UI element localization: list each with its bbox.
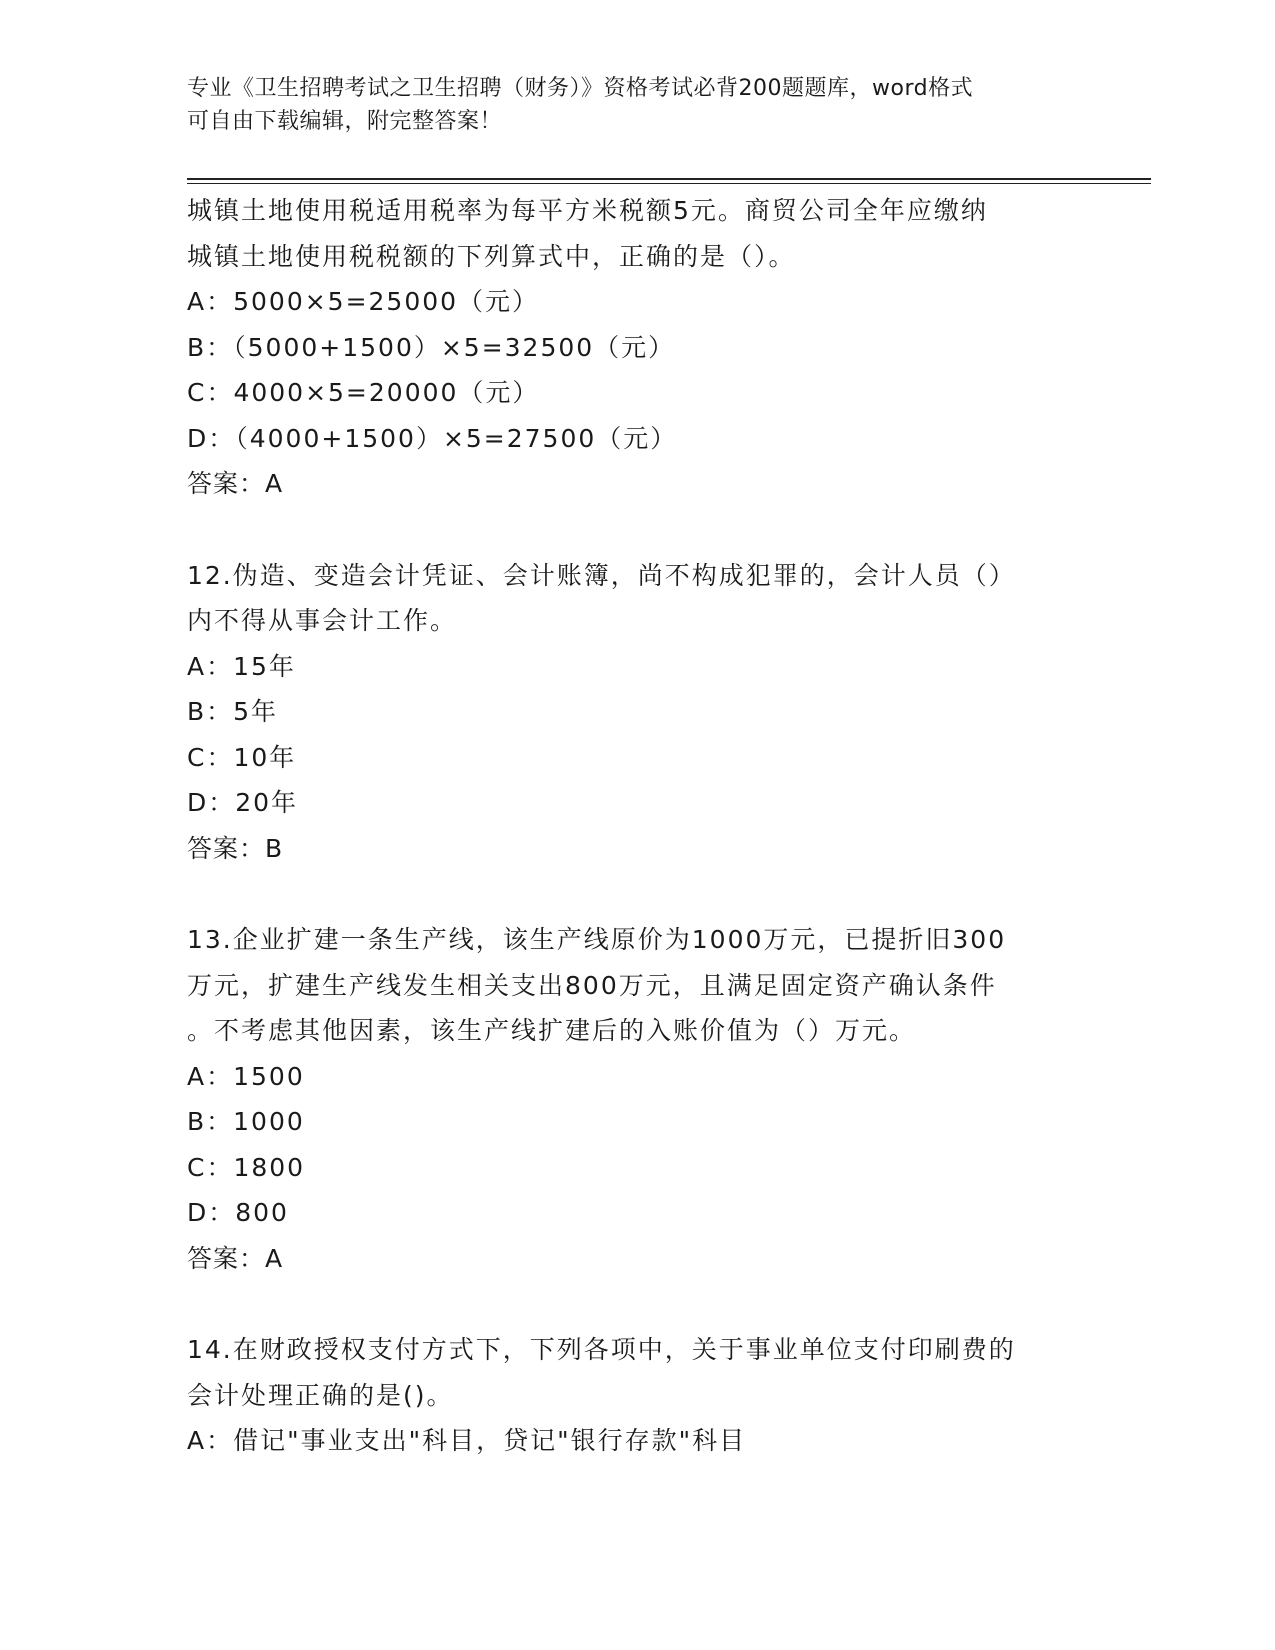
question-12 [187, 553, 1087, 872]
answer-line: 答案：A [187, 469, 284, 498]
question-stem-line: 内不得从事会计工作。 [187, 606, 458, 635]
answer-line: 答案：B [187, 833, 284, 863]
option-d: D：800 [187, 1198, 289, 1227]
header-divider [187, 178, 1151, 180]
option-d: D：20年 [187, 788, 299, 817]
question-stem-line: 14.在财政授权支付方式下，下列各项中，关于事业单位支付印刷费的 [187, 1335, 1016, 1364]
question-11-continued [187, 188, 1087, 507]
header-line-1: 专业《卫生招聘考试之卫生招聘（财务）》资格考试必背200题题库，word格式 [187, 76, 974, 101]
option-c: C：1800 [187, 1152, 306, 1182]
question-14 [187, 1327, 1087, 1464]
option-c: C：4000×5=20000（元） [187, 378, 540, 407]
option-b: B：5年 [187, 697, 279, 726]
question-stem-line: 。不考虑其他因素，该生产线扩建后的入账价值为（）万元。 [187, 1016, 917, 1045]
option-a: A：借记"事业支出"科目，贷记"银行存款"科目 [187, 1426, 747, 1455]
option-c: C：10年 [187, 742, 297, 772]
question-stem-line: 12.伪造、变造会计凭证、会计账簿，尚不构成犯罪的，会计人员（） [187, 560, 1016, 590]
header-line-2: 可自由下载编辑，附完整答案！ [187, 109, 503, 134]
question-stem-line: 城镇土地使用税税额的下列算式中，正确的是（）。 [187, 241, 796, 271]
option-a: A：15年 [187, 651, 296, 681]
option-d: D：（4000+1500）×5=27500（元） [187, 423, 678, 453]
option-b: B：1000 [187, 1107, 305, 1136]
question-stem-line: 万元，扩建生产线发生相关支出800万元，且满足固定资产确认条件 [187, 970, 997, 1000]
question-stem-line: 13.企业扩建一条生产线，该生产线原价为1000万元，已提折旧300 [187, 925, 1007, 954]
option-a: A：1500 [187, 1061, 305, 1091]
option-b: B：（5000+1500）×5=32500（元） [187, 332, 676, 362]
document-header [187, 72, 1067, 138]
answer-line: 答案：A [187, 1243, 284, 1273]
question-stem-line: 会计处理正确的是()。 [187, 1380, 454, 1410]
document-body [187, 188, 1087, 1464]
option-a: A：5000×5=25000（元） [187, 287, 540, 316]
header-divider-thin [187, 183, 1151, 184]
question-stem-line: 城镇土地使用税适用税率为每平方米税额5元。商贸公司全年应缴纳 [187, 196, 988, 225]
question-13 [187, 917, 1087, 1281]
